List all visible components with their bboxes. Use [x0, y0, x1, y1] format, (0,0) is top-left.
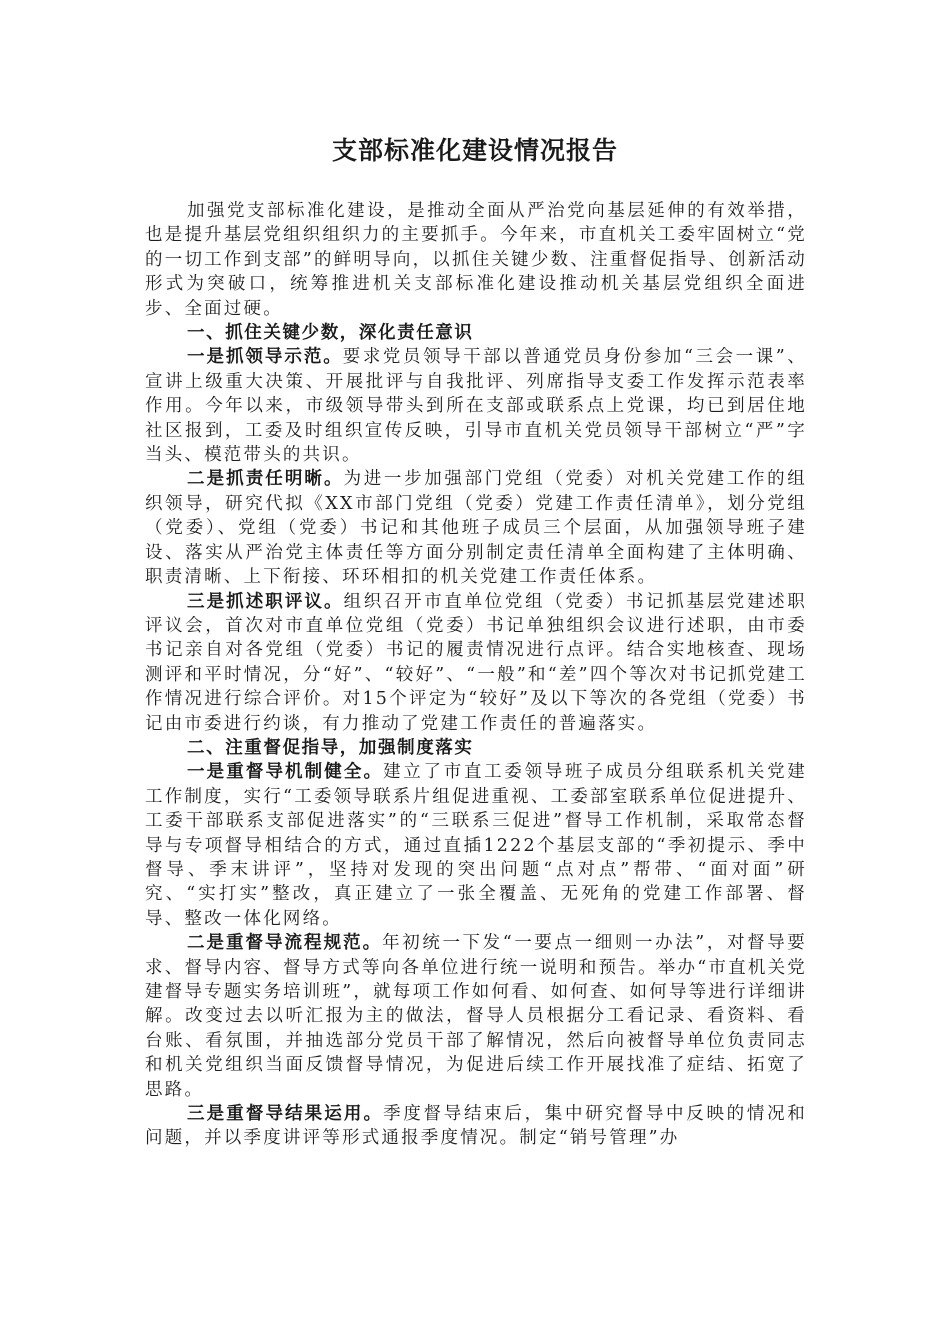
- paragraph-text: 为进一步加强部门党组（党委）对机关党建工作的组织领导，研究代拟《XX市部门党组（党委）党建工作责任清单》，划分党组（党委）、党组（党委）书记和其他班子成员三个层面，从加强领导班子建设、落实从严治党主体责任等方面分别制定责任清单全面构建了主体明确、职责清晰、上下衔接、环环相扣的机关党建工作责任体系。: [145, 469, 807, 588]
- document-title: 支部标准化建设情况报告: [331, 136, 618, 165]
- paragraph-lead: 二是抓责任明晰。: [187, 469, 344, 490]
- section-heading-1: 一、抓住关键少数，深化责任意识: [187, 323, 474, 344]
- paragraph-text: 季度督导结束后，集中研究督导中反映的情况和问题，并以季度讲评等形式通报季度情况。制定“销号管理”办: [145, 1104, 808, 1149]
- paragraph-2-1: [145, 760, 807, 931]
- paragraph-text: 年初统一下发“一要点一细则一办法”，对督导要求、督导内容、督导方式等向各单位进行统一说明和预告。举办“市直机关党建督导专题实务培训班”，就每项工作如何看、如何查、如何导等进行详细讲解。改变过去以听汇报为主的做法，督导人员根据分工看记录、看资料、看台账、看氛围，并抽选部分党员干部了解情况，然后向被督导单位负责同志和机关党组织当面反馈督导情况，为促进后续工作开展找准了症结、拓宽了思路。: [145, 933, 808, 1100]
- paragraph-lead: 二是重督导流程规范。: [187, 933, 383, 954]
- paragraph-1-2: [145, 467, 807, 589]
- paragraph-2-2: [145, 931, 807, 1102]
- section-heading-2: 二、注重督促指导，加强制度落实: [187, 737, 474, 758]
- paragraph-lead: 一是重督导机制健全。: [187, 762, 384, 783]
- document-body: [145, 199, 807, 1151]
- paragraph-lead: 一是抓领导示范。: [187, 347, 343, 368]
- paragraph-text: 要求党员领导干部以普通党员身份参加“三会一课”、宣讲上级重大决策、开展批评与自我批评、列席指导支委工作发挥示范表率作用。今年以来，市级领导带头到所在支部或联系点上党课，均已到居住地社区报到，工委及时组织宣传反映，引导市直机关党员领导干部树立“严”字当头、模范带头的共识。: [145, 347, 807, 466]
- paragraph-1-3: [145, 590, 807, 736]
- paragraph-text: 建立了市直工委领导班子成员分组联系机关党建工作制度，实行“工委领导联系片组促进重视、工委部室联系单位促进提升、工委干部联系支部促进落实”的“三联系三促进”督导工作机制，采取常态督导与专项督导相结合的方式，通过直插1222个基层支部的“季初提示、季中督导、季末讲评”，坚持对发现的突出问题“点对点”帮带、“面对面”研究、“实打实”整改，真正建立了一张全覆盖、无死角的党建工作部署、督导、整改一体化网络。: [145, 762, 808, 929]
- paragraph-2-3: [145, 1102, 807, 1151]
- intro-paragraph: 加强党支部标准化建设，是推动全面从严治党向基层延伸的有效举措，也是提升基层党组织组织力的主要抓手。今年来，市直机关工委牢固树立“党的一切工作到支部”的鲜明导向，以抓住关键少数、注重督促指导、创新活动形式为突破口，统筹推进机关支部标准化建设推动机关基层党组织全面进步、全面过硬。: [145, 201, 807, 319]
- paragraph-lead: 三是抓述职评议。: [187, 591, 344, 612]
- paragraph-1-1: [145, 345, 807, 467]
- paragraph-lead: 三是重督导结果运用。: [187, 1104, 384, 1125]
- paragraph-text: 组织召开市直单位党组（党委）书记抓基层党建述职评议会，首次对市直单位党组（党委）书记单独组织会议进行述职，由市委书记亲自对各党组（党委）书记的履责情况进行点评。结合实地核查、现场测评和平时情况，分“好”、“较好”、“一般”和“差”四个等次对书记抓党建工作情况进行综合评价。对15个评定为“较好”及以下等次的各党组（党委）书记由市委进行约谈，有力推动了党建工作责任的普遍落实。: [145, 591, 807, 734]
